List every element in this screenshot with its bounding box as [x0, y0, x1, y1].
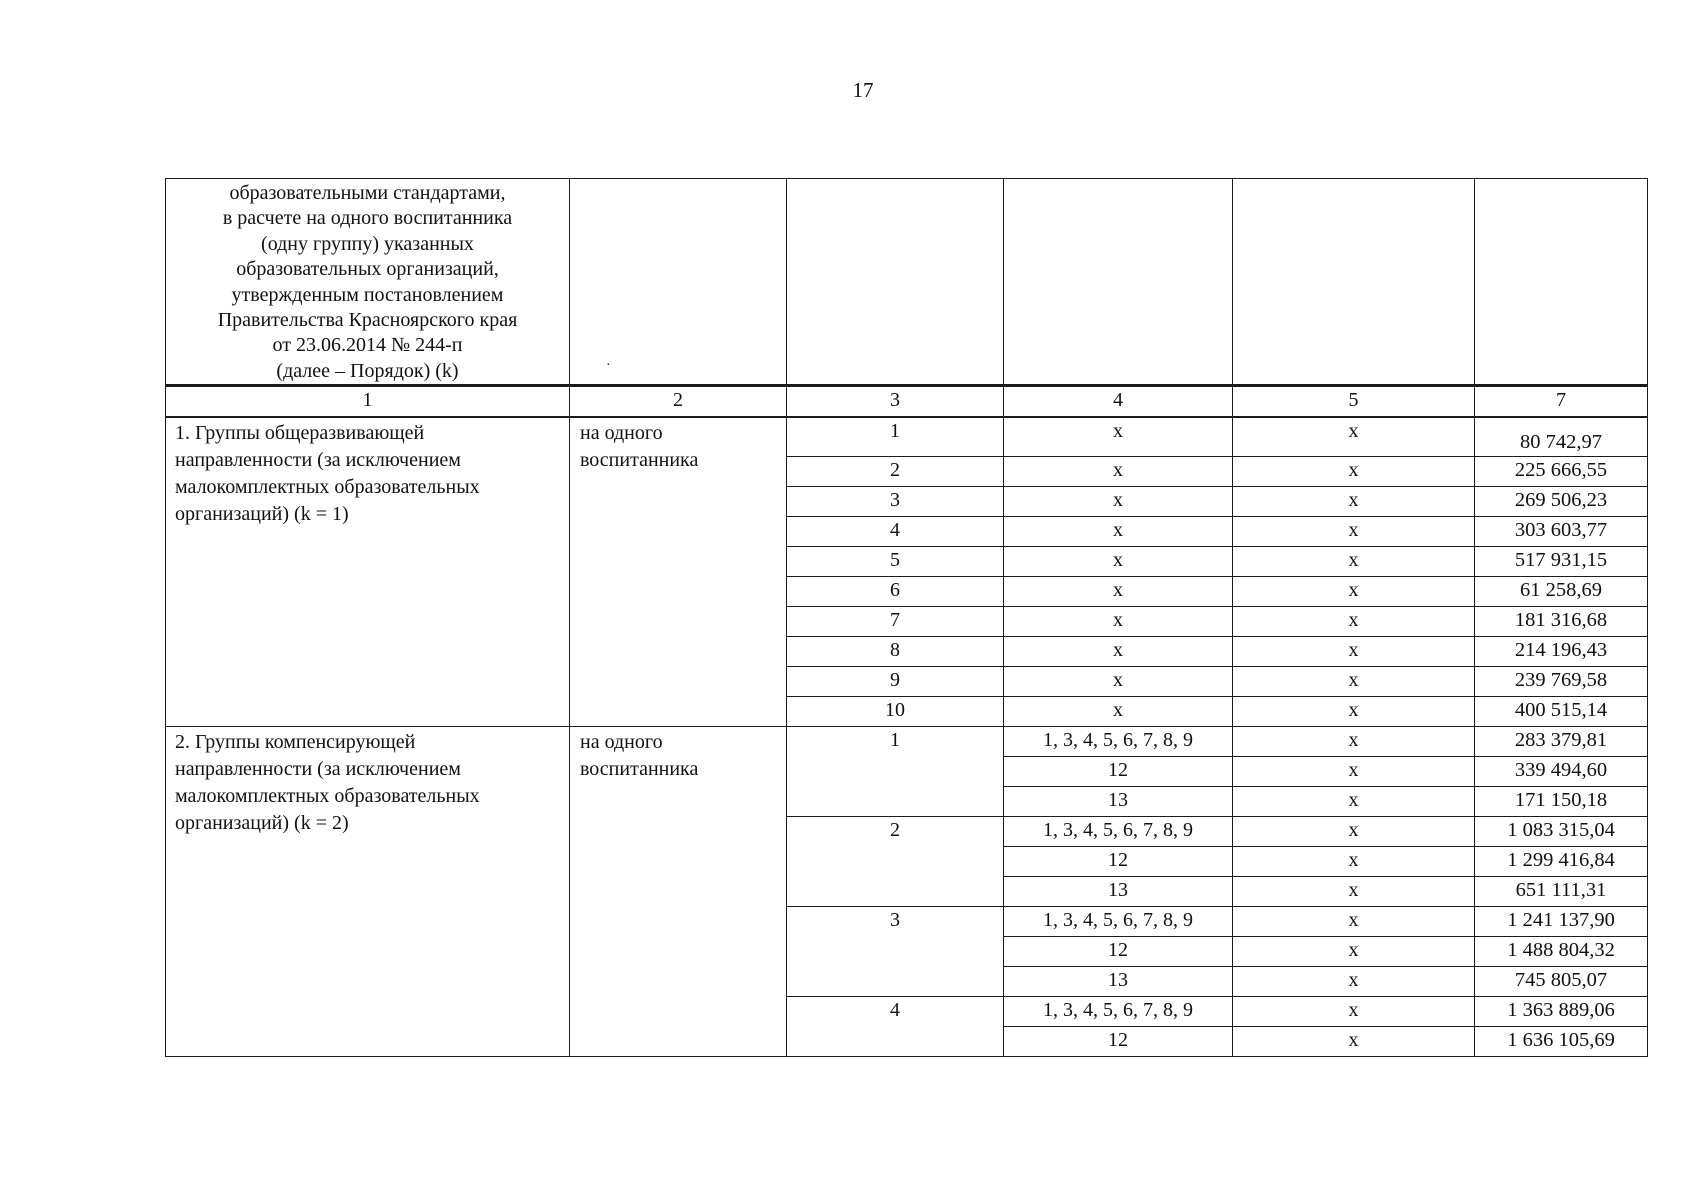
group-description: [166, 417, 570, 727]
cell-col5: x: [1233, 667, 1475, 697]
cell-col5: x: [1233, 907, 1475, 937]
cell-col3: 3: [787, 907, 1004, 997]
cell-value: 214 196,43: [1475, 637, 1648, 667]
cell-col5: x: [1233, 517, 1475, 547]
cell-col4: x: [1004, 697, 1233, 727]
cell-col4: 12: [1004, 1027, 1233, 1057]
cell-col5: x: [1233, 997, 1475, 1027]
cell-value: 283 379,81: [1475, 727, 1648, 757]
cell-col4: x: [1004, 547, 1233, 577]
header-cell-4: [1004, 179, 1233, 386]
cell-value: 1 241 137,90: [1475, 907, 1648, 937]
unit-line: воспитанника: [580, 758, 699, 781]
group-description: [166, 727, 570, 1057]
cell-col4: 13: [1004, 967, 1233, 997]
cell-value: 171 150,18: [1475, 787, 1648, 817]
cell-col4: x: [1004, 517, 1233, 547]
header-line: образовательных организаций,: [236, 258, 499, 281]
unit-line: на одного: [580, 731, 663, 754]
cell-value: 651 111,31: [1475, 877, 1648, 907]
cell-col4: 1, 3, 4, 5, 6, 7, 8, 9: [1004, 997, 1233, 1027]
cell-value: 269 506,23: [1475, 487, 1648, 517]
cell-col3: 9: [787, 667, 1004, 697]
header-cell-2: [570, 179, 787, 386]
cell-col3: 7: [787, 607, 1004, 637]
cell-col4: x: [1004, 607, 1233, 637]
column-number: 2: [570, 386, 787, 418]
header-cell-5: [1233, 179, 1475, 386]
cell-col3: 5: [787, 547, 1004, 577]
cell-col5: x: [1233, 607, 1475, 637]
cell-col4: 1, 3, 4, 5, 6, 7, 8, 9: [1004, 817, 1233, 847]
table-row: [166, 727, 1648, 757]
cell-col4: x: [1004, 417, 1233, 457]
description-line: направленности (за исключением: [175, 758, 461, 781]
description-line: организаций) (k = 2): [175, 812, 349, 835]
cell-col3: 2: [787, 817, 1004, 907]
header-marker: ·: [606, 358, 611, 374]
header-line: Правительства Красноярского края: [217, 309, 518, 332]
cell-col3: 4: [787, 517, 1004, 547]
cell-value: 339 494,60: [1475, 757, 1648, 787]
cell-col5: x: [1233, 487, 1475, 517]
cell-value: 1 363 889,06: [1475, 997, 1648, 1027]
description-line: 2. Группы компенсирующей: [175, 731, 416, 754]
cell-value: 1 299 416,84: [1475, 847, 1648, 877]
cell-value: 61 258,69: [1475, 577, 1648, 607]
cell-col3: 2: [787, 457, 1004, 487]
cell-value: 80 742,97: [1475, 417, 1648, 457]
description-line: малокомплектных образовательных: [175, 476, 480, 499]
header-continuation-row: [166, 179, 1648, 386]
cell-col5: x: [1233, 937, 1475, 967]
cell-col5: x: [1233, 697, 1475, 727]
cell-value: 181 316,68: [1475, 607, 1648, 637]
unit-line: на одного: [580, 422, 663, 445]
cell-value: 225 666,55: [1475, 457, 1648, 487]
cell-col4: 1, 3, 4, 5, 6, 7, 8, 9: [1004, 727, 1233, 757]
header-line: (одну группу) указанных: [261, 232, 474, 255]
cell-col5: x: [1233, 637, 1475, 667]
cell-value: 517 931,15: [1475, 547, 1648, 577]
header-line: (далее – Порядок) (k): [276, 359, 459, 382]
cell-value: 239 769,58: [1475, 667, 1648, 697]
cell-col5: x: [1233, 847, 1475, 877]
table-row: [166, 417, 1648, 457]
cell-value: 1 083 315,04: [1475, 817, 1648, 847]
cell-col4: 12: [1004, 757, 1233, 787]
cell-col4: 12: [1004, 847, 1233, 877]
cell-col4: 12: [1004, 937, 1233, 967]
cell-col3: 6: [787, 577, 1004, 607]
cell-col4: x: [1004, 457, 1233, 487]
cell-col4: x: [1004, 637, 1233, 667]
column-number: 7: [1475, 386, 1648, 418]
cell-col4: x: [1004, 577, 1233, 607]
page-number: 17: [852, 78, 874, 102]
unit-line: воспитанника: [580, 449, 699, 472]
header-line: утвержденным постановлением: [231, 283, 504, 306]
cell-col5: x: [1233, 457, 1475, 487]
cell-col5: x: [1233, 817, 1475, 847]
cell-col3: 3: [787, 487, 1004, 517]
cell-col5: x: [1233, 967, 1475, 997]
cell-value: 1 488 804,32: [1475, 937, 1648, 967]
cell-col3: 1: [787, 727, 1004, 817]
cell-value: 303 603,77: [1475, 517, 1648, 547]
header-line: образовательными стандартами,: [229, 182, 506, 204]
cell-col5: x: [1233, 417, 1475, 457]
unit-cell: [570, 727, 787, 1057]
cell-col4: x: [1004, 487, 1233, 517]
column-number: 4: [1004, 386, 1233, 418]
cell-col3: 4: [787, 997, 1004, 1057]
header-line: в расчете на одного воспитанника: [222, 207, 513, 230]
header-cell-6: [1475, 179, 1648, 386]
description-line: малокомплектных образовательных: [175, 785, 480, 808]
cell-col4: 1, 3, 4, 5, 6, 7, 8, 9: [1004, 907, 1233, 937]
cell-col5: x: [1233, 757, 1475, 787]
header-cell-1: [166, 179, 570, 386]
cell-col4: 13: [1004, 877, 1233, 907]
cell-col5: x: [1233, 877, 1475, 907]
cell-col5: x: [1233, 577, 1475, 607]
description-line: 1. Группы общеразвивающей: [175, 422, 425, 445]
cell-col4: 13: [1004, 787, 1233, 817]
cell-col5: x: [1233, 1027, 1475, 1057]
description-line: направленности (за исключением: [175, 449, 461, 472]
cell-value: 1 636 105,69: [1475, 1027, 1648, 1057]
cell-col5: x: [1233, 787, 1475, 817]
column-number-row: [166, 386, 1648, 418]
unit-cell: [570, 417, 787, 727]
cell-value: 745 805,07: [1475, 967, 1648, 997]
column-number: 1: [166, 386, 570, 418]
header-line: от 23.06.2014 № 244-п: [272, 334, 463, 357]
cell-col5: x: [1233, 727, 1475, 757]
cell-col3: 8: [787, 637, 1004, 667]
cell-value: 400 515,14: [1475, 697, 1648, 727]
cell-col5: x: [1233, 547, 1475, 577]
header-cell-3: [787, 179, 1004, 386]
tariff-table-body: [166, 179, 1648, 1057]
description-line: организаций) (k = 1): [175, 503, 349, 526]
tariff-table: [165, 178, 1648, 1057]
cell-col3: 10: [787, 697, 1004, 727]
cell-col4: x: [1004, 667, 1233, 697]
column-number: 5: [1233, 386, 1475, 418]
cell-col3: 1: [787, 417, 1004, 457]
column-number: 3: [787, 386, 1004, 418]
